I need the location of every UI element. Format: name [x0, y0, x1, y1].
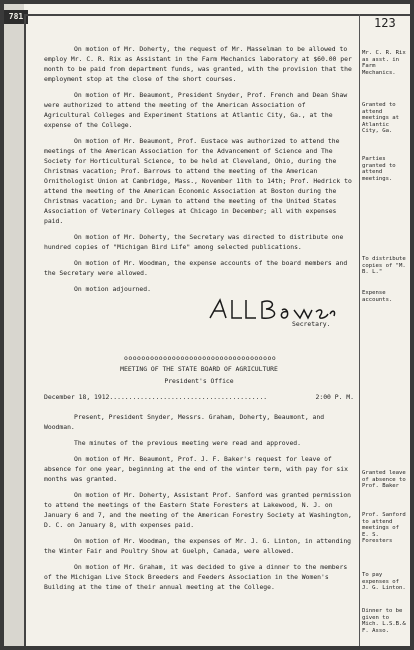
margin-note-linton: To pay expenses of J. G. Linton.	[362, 572, 406, 591]
paragraph-adjourned: On motion adjourned.	[74, 285, 151, 293]
paragraph-dinner: On motion of Mr. Graham, it was decided to give a dinner to the members of the Michigan Live Stock Breeders and Feeders Association in the Women's Building at the time of their annual meeting at the College.	[44, 563, 348, 591]
secretary-label: Secretary.	[292, 320, 331, 328]
paragraph-rix: On motion of Mr. Doherty, the request of Mr. Masselman to be allowed to employ Mr. C. R. Rix as Assistant in the Farm Mechanics laboratory at $60.00 per month to be paid from department funds, was granted, with the provision that the employment stop at the close of the short courses.	[44, 45, 352, 83]
present-list: Present, President Snyder, Messrs. Graham, Doherty, Beaumont, and Woodman.	[44, 413, 325, 431]
left-rule	[24, 14, 26, 646]
meeting-date-line	[44, 392, 354, 402]
margin-note-baker: Granted leave of absence to Prof. Baker	[362, 470, 406, 489]
meeting-subtitle: President's Office	[164, 377, 234, 385]
section-divider: ooooooooooooooooooooooooooooooooooo	[124, 354, 277, 362]
paragraph-meetings: On motion of Mr. Beaumont, Prof. Eustace was authorized to attend the meetings of the American Association for the Advancement of Science and The Society for Horticultural Science, to be held at Cleveland, Ohio, during the Christmas vacation; Prof. Barrows to attend the meeting of the American Ornithologist Union at Cambridge, Mass., November 11th to 14th; Prof. Hedrick to attend the meeting of the American Economic Association at Boston during the Christmas vacation; and Dr. Lyman to attend the meeting of the United States Association of Veterinary Colleges at Chicago in December; all with expenses paid.	[44, 137, 352, 225]
binding-edge	[4, 4, 24, 646]
margin-rule	[359, 14, 360, 646]
margin-note-bird-life: To distribute copies of "M. B. L."	[362, 256, 406, 275]
margin-note-meetings: Parties granted to attend meetings.	[362, 156, 396, 182]
paragraph-sanford: On motion of Mr. Doherty, Assistant Prof. Sanford was granted permission to attend the meetings of the Eastern State Foresters at Lakewood, N. J. on January 6 and 7, and the meeting of the American Forestry Society at Washington, D. C. on January 8, with expenses paid.	[44, 491, 352, 529]
paragraph-bird-life: On motion of Mr. Doherty, the Secretary was directed to distribute one hundred copies of "Michigan Bird Life" among selected publications.	[44, 233, 344, 251]
top-rule	[24, 14, 410, 16]
margin-note-sanford: Prof. Sanford to attend meetings of E. S. Foresters	[362, 512, 406, 544]
paragraph-baker: On motion of Mr. Beaumont, Prof. J. F. Baker's request for leave of absence for one year, beginning at the end of the winter term, with pay for six months was granted.	[44, 455, 348, 483]
page-number: 123	[374, 16, 396, 30]
margin-note-expenses: Expense accounts.	[362, 290, 393, 303]
paragraph-linton: On motion of Mr. Woodman, the expenses of Mr. J. G. Linton, in attending the Winter Fair and Poultry Show at Guelph, Canada, were allowed.	[44, 537, 352, 555]
meeting-date: December 18, 1912.........................................	[44, 393, 268, 401]
paragraph-minutes-read: The minutes of the previous meeting were read and approved.	[74, 439, 302, 447]
handwritten-signature	[204, 296, 344, 322]
document-page	[4, 4, 410, 646]
paragraph-expenses: On motion of Mr. Woodman, the expense accounts of the board members and the Secretary were allowed.	[44, 259, 348, 277]
margin-note-atlantic: Granted to attend meetings at Atlantic City, Ga.	[362, 102, 400, 134]
paragraph-atlantic-city: On motion of Mr. Beaumont, President Snyder, Prof. French and Dean Shaw were authorized to attend the meeting of the American Association of Agricultural Colleges and Experiment Stations at Atlantic City, Ga., at the expense of the College.	[44, 91, 348, 129]
page-tab-number: 781	[4, 10, 28, 24]
margin-note-rix: Mr. C. R. Rix as asst. in Farm Mechanics.	[362, 50, 406, 76]
margin-note-dinner: Dinner to be given to Mich. L.S.B.& F. Asso.	[362, 608, 406, 634]
meeting-time: 2:00 P. M.	[315, 393, 354, 401]
meeting-title: MEETING OF THE STATE BOARD OF AGRICULTURE	[120, 365, 278, 373]
